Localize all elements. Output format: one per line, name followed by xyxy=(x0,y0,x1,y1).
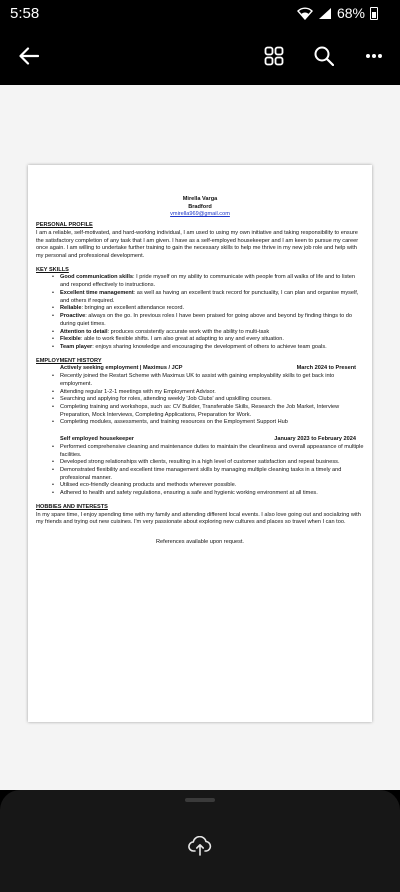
document-viewer[interactable] xyxy=(0,85,400,790)
job-duty: • Performed comprehensive cleaning and maintenance duties to maintain the cleanliness and overall appearance of multiple facilities. xyxy=(36,444,364,459)
cv-name: Mirella Varga xyxy=(182,196,218,202)
drag-handle[interactable] xyxy=(185,798,215,802)
skill-item: • Flexible: able to work flexible shifts. I am also great at adapting to any and every situation. xyxy=(36,336,364,344)
bottom-sheet xyxy=(0,790,400,892)
references-note: References available upon request. xyxy=(155,539,244,546)
signal-icon xyxy=(318,7,332,20)
job-duties-list xyxy=(36,444,364,498)
job-duty: • Searching and applying for roles, attending weekly 'Job Clubs' and upskilling courses. xyxy=(36,396,364,404)
grid-icon xyxy=(264,46,284,66)
job-duty: • Demonstrated flexibility and excellent time management skills by managing multiple cleaning tasks in a timely and professional manner. xyxy=(36,467,364,482)
job-duty: • Completing modules, assessments, and training resources on the Employment Support Hub xyxy=(36,419,364,427)
job-duties-list xyxy=(36,373,364,427)
skill-item: • Team player: enjoys sharing knowledge and encouraging the development of others to achieve team goals. xyxy=(36,344,364,352)
upload-button[interactable] xyxy=(184,832,216,860)
employment-heading: EMPLOYMENT HISTORY xyxy=(36,357,102,364)
job-title: Actively seeking employment | Maximus / JCP xyxy=(60,365,183,372)
battery-icon xyxy=(370,7,378,20)
job-duty: • Attending regular 1-2-1 meetings with my Employment Advisor. xyxy=(36,389,364,397)
document-page xyxy=(28,165,372,722)
hobbies-heading: HOBBIES AND INTERESTS xyxy=(36,503,108,510)
skill-item: • Good communication skills: I pride myself on my ability to communicate with people from all walks of life and to listen and respond effectively to instructions. xyxy=(36,274,364,289)
search-button[interactable] xyxy=(308,40,340,72)
back-button[interactable] xyxy=(13,40,45,72)
cloud-upload-icon xyxy=(188,836,212,856)
job-duty: • Adhered to health and safety regulations, ensuring a safe and hygienic working environment at all times. xyxy=(36,490,364,498)
status-time: 5:58 xyxy=(10,5,40,22)
skill-item: • Attention to detail: produces consistently accurate work with the ability to multi-task xyxy=(36,329,364,337)
cv-location: Bradford xyxy=(188,203,212,210)
job-title: Self employed housekeeper xyxy=(60,436,134,443)
more-icon xyxy=(365,53,383,59)
job-header xyxy=(36,436,364,444)
job-dates: March 2024 to Present xyxy=(296,365,356,372)
battery-percent: 68% xyxy=(336,5,365,21)
arrow-left-icon xyxy=(19,47,39,65)
skills-heading: KEY SKILLS xyxy=(36,266,69,273)
job-header xyxy=(36,365,364,373)
skill-item: • Reliable: bringing an excellent attendance record. xyxy=(36,305,364,313)
app-bar xyxy=(0,30,400,85)
wifi-icon xyxy=(297,7,313,20)
cv-email-link[interactable]: vmirella969@gmail.com xyxy=(170,211,230,218)
search-icon xyxy=(314,46,334,66)
profile-heading: PERSONAL PROFILE xyxy=(36,222,93,229)
skill-item: • Proactive: always on the go. In previous roles I have been praised for going above and beyond by finding things to do during quiet times. xyxy=(36,313,364,328)
status-icons xyxy=(297,5,378,21)
skill-item: • Excellent time management: as well as having an excellent track record for punctuality, I can plan and organise myself, and others if required. xyxy=(36,290,364,305)
job-duty: • Completing training and workshops, such as: CV Builder, Transferable Skills, Research the Job Market, Interview Preparation, Mock Interviews, Completing Applications, Preparation for Work. xyxy=(36,404,364,419)
grid-view-button[interactable] xyxy=(258,40,290,72)
hobbies-text: In my spare time, I enjoy spending time with my family and attending different local events. I also love going out and socializing with my friends and trying out new cuisines. I'm very passionate about exploring new cultures and places so travel when I can too. xyxy=(36,511,361,526)
profile-text: I am a reliable, self-motivated, and hard-working individual, I am used to using my own initiative and taking responsibility to ensure the satisfactory completion of any task that I am given. I have as a self-employed housekeeper and I am keen to pursue my career once again. I am willing to undertake further training to gain the necessary skills to help me thrive in my new job role and help with my personal and professional development. xyxy=(36,229,359,260)
more-options-button[interactable] xyxy=(358,40,390,72)
skills-list xyxy=(36,274,364,351)
job-duty: • Recently joined the Restart Scheme with Maximus UK to assist with gaining employability skills to get back into employment. xyxy=(36,373,364,388)
job-duty: • Utilised eco-friendly cleaning products and methods wherever possible. xyxy=(36,482,364,490)
job-duty: • Developed strong relationships with clients, resulting in a high level of customer satisfaction and repeat business. xyxy=(36,459,364,467)
status-bar xyxy=(0,0,400,30)
job-dates: January 2023 to February 2024 xyxy=(274,436,356,443)
